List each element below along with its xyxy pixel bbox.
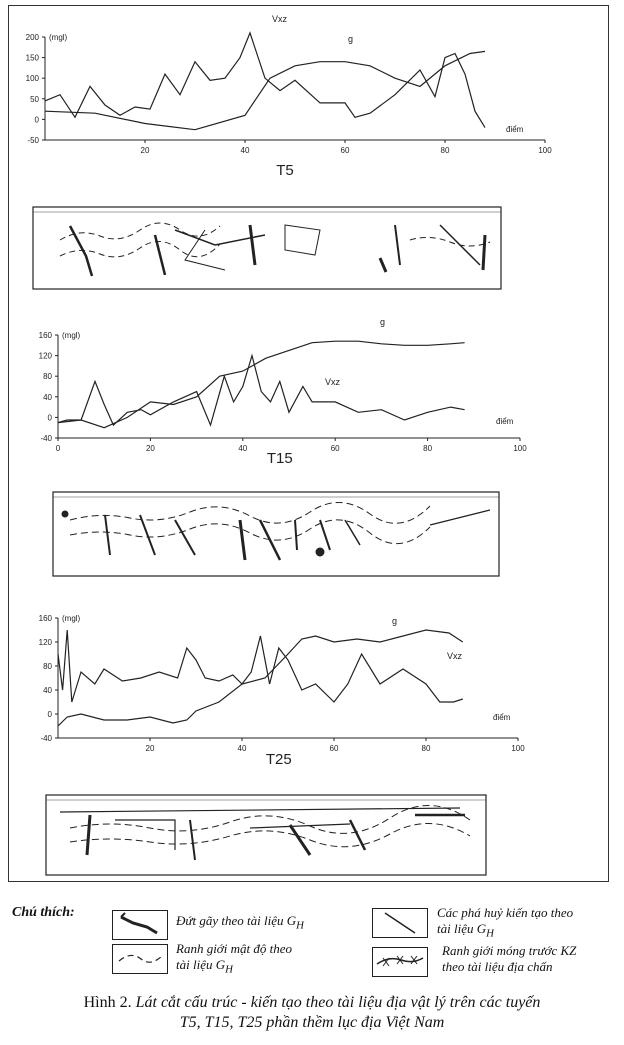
chart-title: T15 (266, 450, 293, 467)
series-g-label: g (348, 34, 354, 44)
x-tick-label: 80 (423, 444, 433, 453)
legend-tectonic-label: Các phá huỷ kiến tạo theo tài liệu $G_H$ (437, 905, 574, 940)
x-tick-label: 20 (145, 744, 155, 753)
legend-tectonic-symbol (372, 908, 428, 938)
x-tick-label: 40 (238, 444, 248, 453)
series-g-label: g (380, 317, 386, 327)
caption-line-2: T5, T15, T25 phần thềm lục địa Việt Nam (179, 1014, 445, 1031)
legend-basement-label: Ranh giới móng trước KZ theo tài liệu địa chấn (442, 943, 577, 974)
y-tick-label: 120 (38, 638, 52, 647)
series-vxz-line (58, 630, 463, 702)
y-tick-label: 100 (25, 74, 39, 84)
x-axis-label: điểm (506, 125, 524, 134)
x-tick-label: 40 (237, 744, 247, 753)
y-tick-label: 50 (30, 94, 39, 104)
x-tick-label: 60 (340, 146, 350, 155)
y-tick-label: 160 (38, 614, 52, 623)
section-t15 (53, 492, 499, 576)
chart-t25 (39, 614, 526, 768)
caption-number: Hình 2. (83, 994, 132, 1011)
chart-t15 (39, 317, 528, 467)
y-tick-label: -50 (27, 136, 39, 145)
x-tick-label: 60 (329, 744, 339, 753)
series-g-line (58, 341, 465, 428)
x-tick-label: 80 (421, 744, 431, 753)
x-tick-label: 100 (538, 146, 552, 155)
series-vxz-line (58, 356, 465, 426)
legend-fault-symbol (112, 910, 168, 940)
series-vxz-label: Vxz (447, 651, 463, 661)
y-tick-label: 120 (38, 351, 52, 361)
y-tick-label: 200 (25, 33, 39, 42)
series-vxz-line (45, 33, 485, 128)
chart-title: T5 (276, 162, 294, 179)
y-tick-label: -40 (40, 434, 52, 443)
y-tick-label: 160 (38, 331, 52, 340)
legend-density-label: Ranh giới mật độ theo tài liệu $G_H$ (176, 941, 292, 976)
y-axis-label: (mgl) (49, 33, 68, 42)
series-g-line (45, 51, 485, 129)
x-tick-label: 40 (240, 146, 250, 155)
x-axis-label: điểm (496, 417, 514, 426)
x-axis-label: điểm (493, 713, 511, 722)
legend-density-symbol (112, 944, 168, 974)
y-tick-label: 0 (47, 413, 52, 423)
x-tick-label: 100 (513, 444, 527, 453)
series-vxz-label: Vxz (272, 14, 288, 24)
basement-boundary-icon (373, 948, 426, 975)
series-vxz-label: Vxz (325, 377, 341, 387)
y-axis-label: (mgl) (62, 331, 81, 340)
caption-line-1: Lát cắt cấu trúc - kiến tạo theo tài liệu địa vật lý trên các tuyến (135, 994, 541, 1011)
y-tick-label: 40 (43, 392, 52, 402)
tectonic-symbol-icon (373, 909, 426, 936)
y-tick-label: 80 (43, 662, 52, 671)
fault-symbol-icon (113, 911, 166, 938)
legend-basement-symbol (372, 947, 428, 977)
chart-title: T25 (265, 751, 292, 768)
y-tick-label: 150 (25, 53, 39, 63)
x-tick-label: 20 (140, 146, 150, 155)
y-axis-label: (mgl) (62, 614, 81, 623)
x-tick-label: 80 (440, 146, 450, 155)
x-tick-label: 100 (511, 744, 525, 753)
y-tick-label: -40 (40, 734, 52, 743)
chart-t5 (26, 14, 553, 179)
section-t25 (46, 795, 486, 875)
x-tick-label: 60 (330, 444, 340, 453)
figure-caption (0, 993, 624, 1033)
y-tick-label: 0 (47, 710, 52, 719)
section-t5 (33, 207, 501, 289)
y-tick-label: 0 (34, 115, 39, 125)
y-tick-label: 40 (43, 686, 52, 695)
density-boundary-icon (113, 945, 166, 972)
series-g-label: g (392, 616, 398, 626)
x-tick-label: 20 (145, 444, 155, 453)
x-tick-label: 0 (55, 444, 61, 453)
y-tick-label: 80 (43, 372, 52, 382)
legend-title: Chú thích: (12, 905, 75, 920)
legend-fault-label: Đứt gãy theo tài liệu $G_H$ (176, 913, 304, 932)
